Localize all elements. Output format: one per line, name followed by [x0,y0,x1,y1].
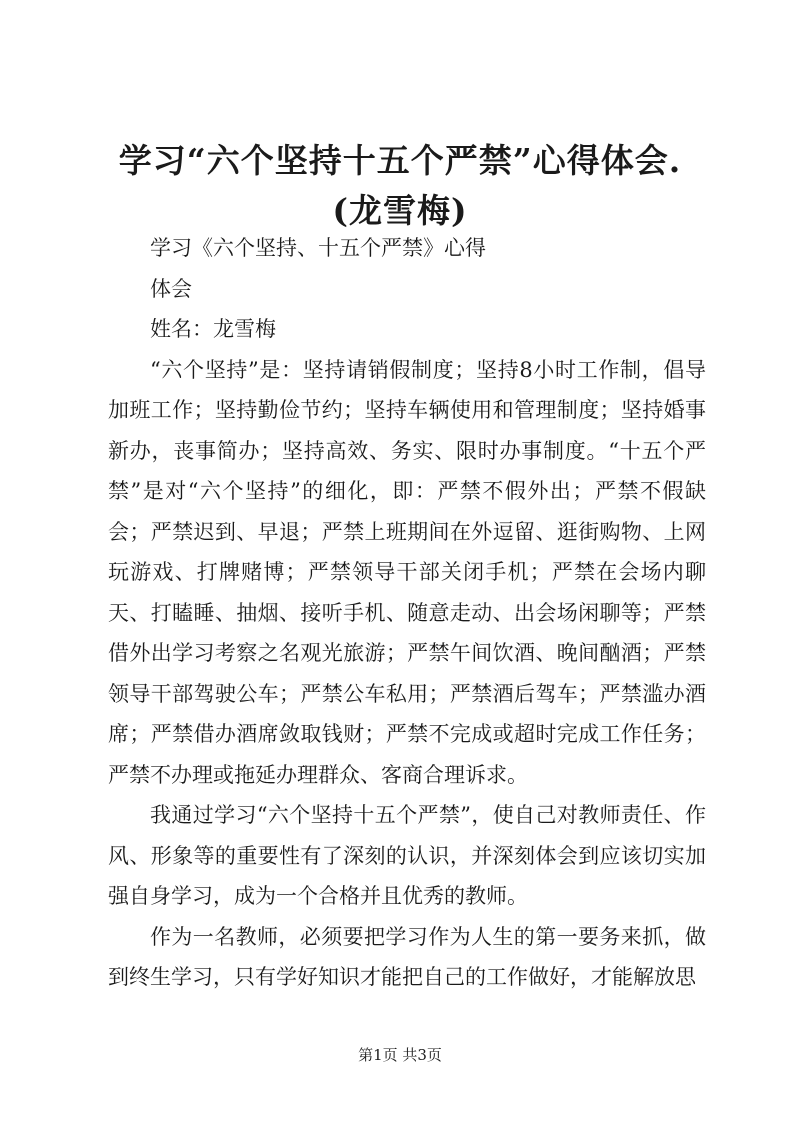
document-body [108,228,706,998]
paragraph-reflection: 我通过学习“六个坚持十五个严禁”，使自己对教师责任、作风、形象等的重要性有了深刻的认识，并深刻体会到应该切实加强自身学习，成为一个合格并且优秀的教师。 [108,803,706,908]
paragraph-teacher-duty: 作为一名教师，必须要把学习作为人生的第一要务来抓，做到终生学习，只有学好知识才能把自己的工作做好，才能解放思 [108,924,706,989]
author-line: 姓名：龙雪梅 [150,317,276,341]
subtitle-line-2: 体会 [150,276,192,301]
subtitle-line-1: 学习《六个坚持、十五个严禁》心得 [150,236,486,260]
page-footer: 第1页 共3页 [358,1046,442,1064]
document-title: 学习“六个坚持十五个严禁”心得体会.(龙雪梅) [118,141,682,230]
paragraph-rules: “六个坚持”是：坚持请销假制度；坚持8小时工作制，倡导加班工作；坚持勤俭节约；坚持车辆使用和管理制度；坚持婚事新办，丧事简办；坚持高效、务实、限时办事制度。“十五个严禁”是对“六个坚持”的细化，即：严禁不假外出；严禁不假缺会；严禁迟到、早退；严禁上班期间在外逗留、逛街购物、上网玩游戏、打牌赌博；严禁领导干部关闭手机；严禁在会场内聊天、打瞌睡、抽烟、接听手机、随意走动、出会场闲聊等；严禁借外出学习考察之名观光旅游；严禁午间饮酒、晚间酗酒；严禁领导干部驾驶公车；严禁公车私用；严禁酒后驾车；严禁滥办酒席；严禁借办酒席敛取钱财；严禁不完成或超时完成工作任务；严禁不办理或拖延办理群众、客商合理诉求。 [108,357,706,787]
